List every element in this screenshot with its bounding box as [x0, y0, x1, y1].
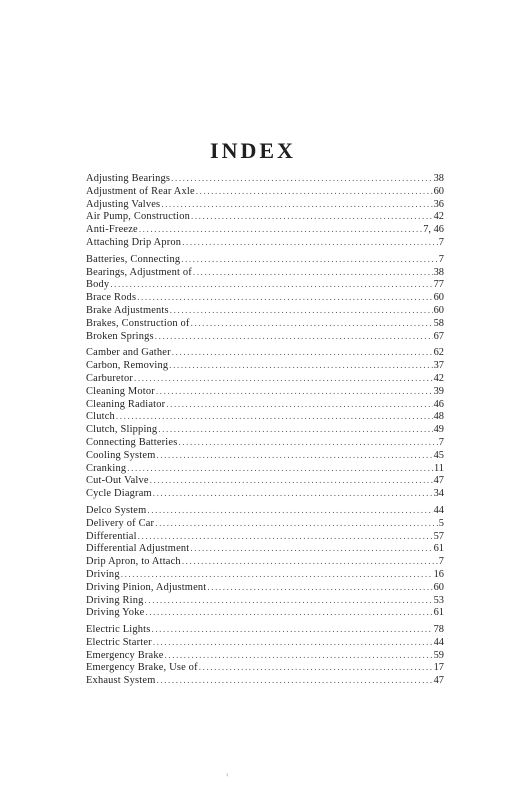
dot-leader	[170, 304, 433, 317]
dot-leader	[178, 436, 437, 449]
dot-leader	[121, 568, 433, 581]
index-entry	[86, 223, 444, 236]
dot-leader	[191, 317, 433, 330]
dot-leader	[147, 504, 432, 517]
index-entry	[86, 291, 444, 304]
index-entry	[86, 504, 444, 517]
index-term: Camber and Gather	[86, 347, 171, 359]
index-entry	[86, 198, 444, 211]
index-entry	[86, 462, 444, 475]
index-page-number: 61	[433, 607, 444, 619]
index-entry	[86, 330, 444, 343]
index-term: Delco System	[86, 504, 147, 516]
dot-leader	[151, 623, 432, 636]
index-page-number: 36	[433, 198, 444, 210]
index-term: Cleaning Motor	[86, 385, 155, 397]
index-term: Driving Ring	[86, 594, 144, 606]
dot-leader	[181, 253, 438, 266]
dot-leader	[155, 517, 438, 530]
index-page-number: 38	[433, 173, 444, 184]
dot-leader	[153, 636, 433, 649]
dot-leader	[137, 291, 432, 304]
dot-leader	[165, 649, 433, 662]
index-term: Brace Rods	[86, 292, 137, 304]
index-page-number: 57	[433, 530, 444, 542]
index-page-number: 62	[433, 347, 444, 359]
index-term: Carburetor	[86, 372, 134, 384]
index-page-number: 16	[433, 568, 444, 580]
index-term: Air Pump, Construction	[86, 211, 190, 223]
index-entry	[86, 398, 444, 411]
index-entry	[86, 487, 444, 500]
index-entry	[86, 661, 444, 674]
dot-leader	[171, 172, 432, 185]
index-page-number: 49	[433, 424, 444, 436]
dot-leader	[156, 385, 433, 398]
index-entry	[86, 542, 444, 555]
ink-speck-mark: ‹	[226, 770, 229, 779]
dot-leader	[166, 398, 432, 411]
index-entry	[86, 317, 444, 330]
dot-leader	[156, 674, 432, 687]
dot-leader	[172, 346, 433, 359]
index-entry	[86, 517, 444, 530]
index-group	[86, 172, 444, 249]
index-term: Differential	[86, 530, 137, 542]
index-entry	[86, 385, 444, 398]
dot-leader	[193, 266, 433, 279]
index-page-number: 60	[433, 581, 444, 593]
dot-leader	[169, 359, 432, 372]
dot-leader	[161, 198, 432, 211]
index-group	[86, 253, 444, 343]
index-term: Cut-Out Valve	[86, 475, 149, 487]
index-term: Batteries, Connecting	[86, 253, 181, 265]
dot-leader	[145, 606, 432, 619]
dot-leader	[158, 423, 432, 436]
index-entry	[86, 474, 444, 487]
index-page-number: 5	[438, 517, 444, 529]
page-title: INDEX	[210, 138, 296, 163]
index-term: Driving Pinion, Adjustment	[86, 581, 207, 593]
index-group	[86, 504, 444, 619]
index-page-number: 45	[433, 449, 444, 461]
index-term: Differential Adjustment	[86, 543, 190, 555]
dot-leader	[191, 210, 433, 223]
index-term: Driving	[86, 568, 120, 580]
index-page-number: 47	[433, 675, 444, 687]
dot-leader	[134, 372, 433, 385]
index-entry	[86, 253, 444, 266]
index-entry	[86, 372, 444, 385]
index-term: Anti-Freeze	[86, 224, 138, 236]
index-entry	[86, 436, 444, 449]
index-page-number: 42	[433, 211, 444, 223]
index-term: Cooling System	[86, 449, 156, 461]
index-term: Electric Lights	[86, 624, 151, 636]
dot-leader	[155, 330, 433, 343]
index-page-number: 39	[433, 385, 444, 397]
index-page-number: 7	[438, 236, 444, 248]
index-entry	[86, 623, 444, 636]
dot-leader	[145, 594, 433, 607]
index-entry	[86, 568, 444, 581]
index-term: Body	[86, 279, 110, 291]
index-entry	[86, 185, 444, 198]
index-page-number: 53	[433, 594, 444, 606]
dot-leader	[207, 581, 432, 594]
dot-leader	[199, 661, 433, 674]
dot-leader	[190, 542, 432, 555]
index-page-number: 67	[433, 330, 444, 342]
dot-leader	[196, 185, 433, 198]
index-term: Broken Springs	[86, 330, 154, 342]
dot-leader	[116, 410, 433, 423]
index-term: Delivery of Car	[86, 517, 155, 529]
index-page-number: 48	[433, 411, 444, 423]
index-page-number: 44	[433, 636, 444, 648]
index-entry	[86, 172, 444, 185]
index-term: Bearings, Adjustment of	[86, 266, 192, 278]
index-entry	[86, 236, 444, 249]
index-page-number: 59	[433, 649, 444, 661]
dot-leader	[156, 449, 432, 462]
index-page-number: 61	[433, 543, 444, 555]
index-entry	[86, 346, 444, 359]
index-page-number: 47	[433, 475, 444, 487]
index-term: Cleaning Radiator	[86, 398, 166, 410]
index-page-number: 60	[433, 304, 444, 316]
index-entry	[86, 359, 444, 372]
index-page-number: 46	[433, 398, 444, 410]
index-entry	[86, 423, 444, 436]
index-entry	[86, 410, 444, 423]
index-term: Attaching Drip Apron	[86, 236, 182, 248]
index-page-number: 42	[433, 372, 444, 384]
index-term: Carbon, Removing	[86, 360, 169, 372]
dot-leader	[139, 223, 422, 236]
dot-leader	[153, 487, 433, 500]
dot-leader	[127, 462, 433, 475]
dot-leader	[150, 474, 433, 487]
index-term: Brakes, Construction of	[86, 317, 190, 329]
index-term: Emergency Brake	[86, 649, 164, 661]
index-term: Brake Adjustments	[86, 304, 169, 316]
dot-leader	[110, 278, 432, 291]
index-page-number: 11	[433, 462, 444, 474]
index-page-number: 17	[433, 662, 444, 674]
index-entry	[86, 555, 444, 568]
index-entry	[86, 581, 444, 594]
index-group	[86, 346, 444, 500]
index-term: Driving Yoke	[86, 607, 145, 619]
dot-leader	[138, 530, 433, 543]
index-page-number: 7	[438, 436, 444, 448]
index-term: Exhaust System	[86, 675, 156, 687]
index-term: Clutch	[86, 411, 115, 423]
index-entry	[86, 304, 444, 317]
index-page-number: 7, 46	[423, 224, 444, 236]
dot-leader	[182, 555, 438, 568]
index-page-number: 44	[433, 504, 444, 516]
index-group	[86, 623, 444, 687]
index-term: Electric Starter	[86, 636, 152, 648]
index-entry	[86, 606, 444, 619]
index-page-number: 58	[433, 317, 444, 329]
dot-leader	[182, 236, 438, 249]
index-entry	[86, 674, 444, 687]
index-entry	[86, 278, 444, 291]
index-term: Cranking	[86, 462, 127, 474]
index-term: Adjusting Valves	[86, 198, 161, 210]
index-entry	[86, 530, 444, 543]
index-entry	[86, 636, 444, 649]
index-page-number: 37	[433, 360, 444, 372]
index-term: Adjusting Bearings	[86, 173, 171, 184]
index-page-number: 38	[433, 266, 444, 278]
index-page-number: 7	[438, 556, 444, 568]
index-entry	[86, 266, 444, 279]
index-page-number: 34	[433, 488, 444, 500]
index-page-number: 7	[438, 253, 444, 265]
index-term: Emergency Brake, Use of	[86, 662, 198, 674]
index-entry	[86, 594, 444, 607]
index-entry	[86, 649, 444, 662]
index-term: Drip Apron, to Attach	[86, 556, 181, 568]
index-page-number: 78	[433, 624, 444, 636]
index-term: Cycle Diagram	[86, 488, 152, 500]
index-page-number: 60	[433, 185, 444, 197]
index-term: Clutch, Slipping	[86, 424, 158, 436]
index-term: Adjustment of Rear Axle	[86, 185, 195, 197]
index-page-number: 60	[433, 292, 444, 304]
index-entry	[86, 449, 444, 462]
index-entry	[86, 210, 444, 223]
index-list	[86, 172, 444, 691]
index-term: Connecting Batteries	[86, 436, 178, 448]
index-page-number: 77	[433, 279, 444, 291]
